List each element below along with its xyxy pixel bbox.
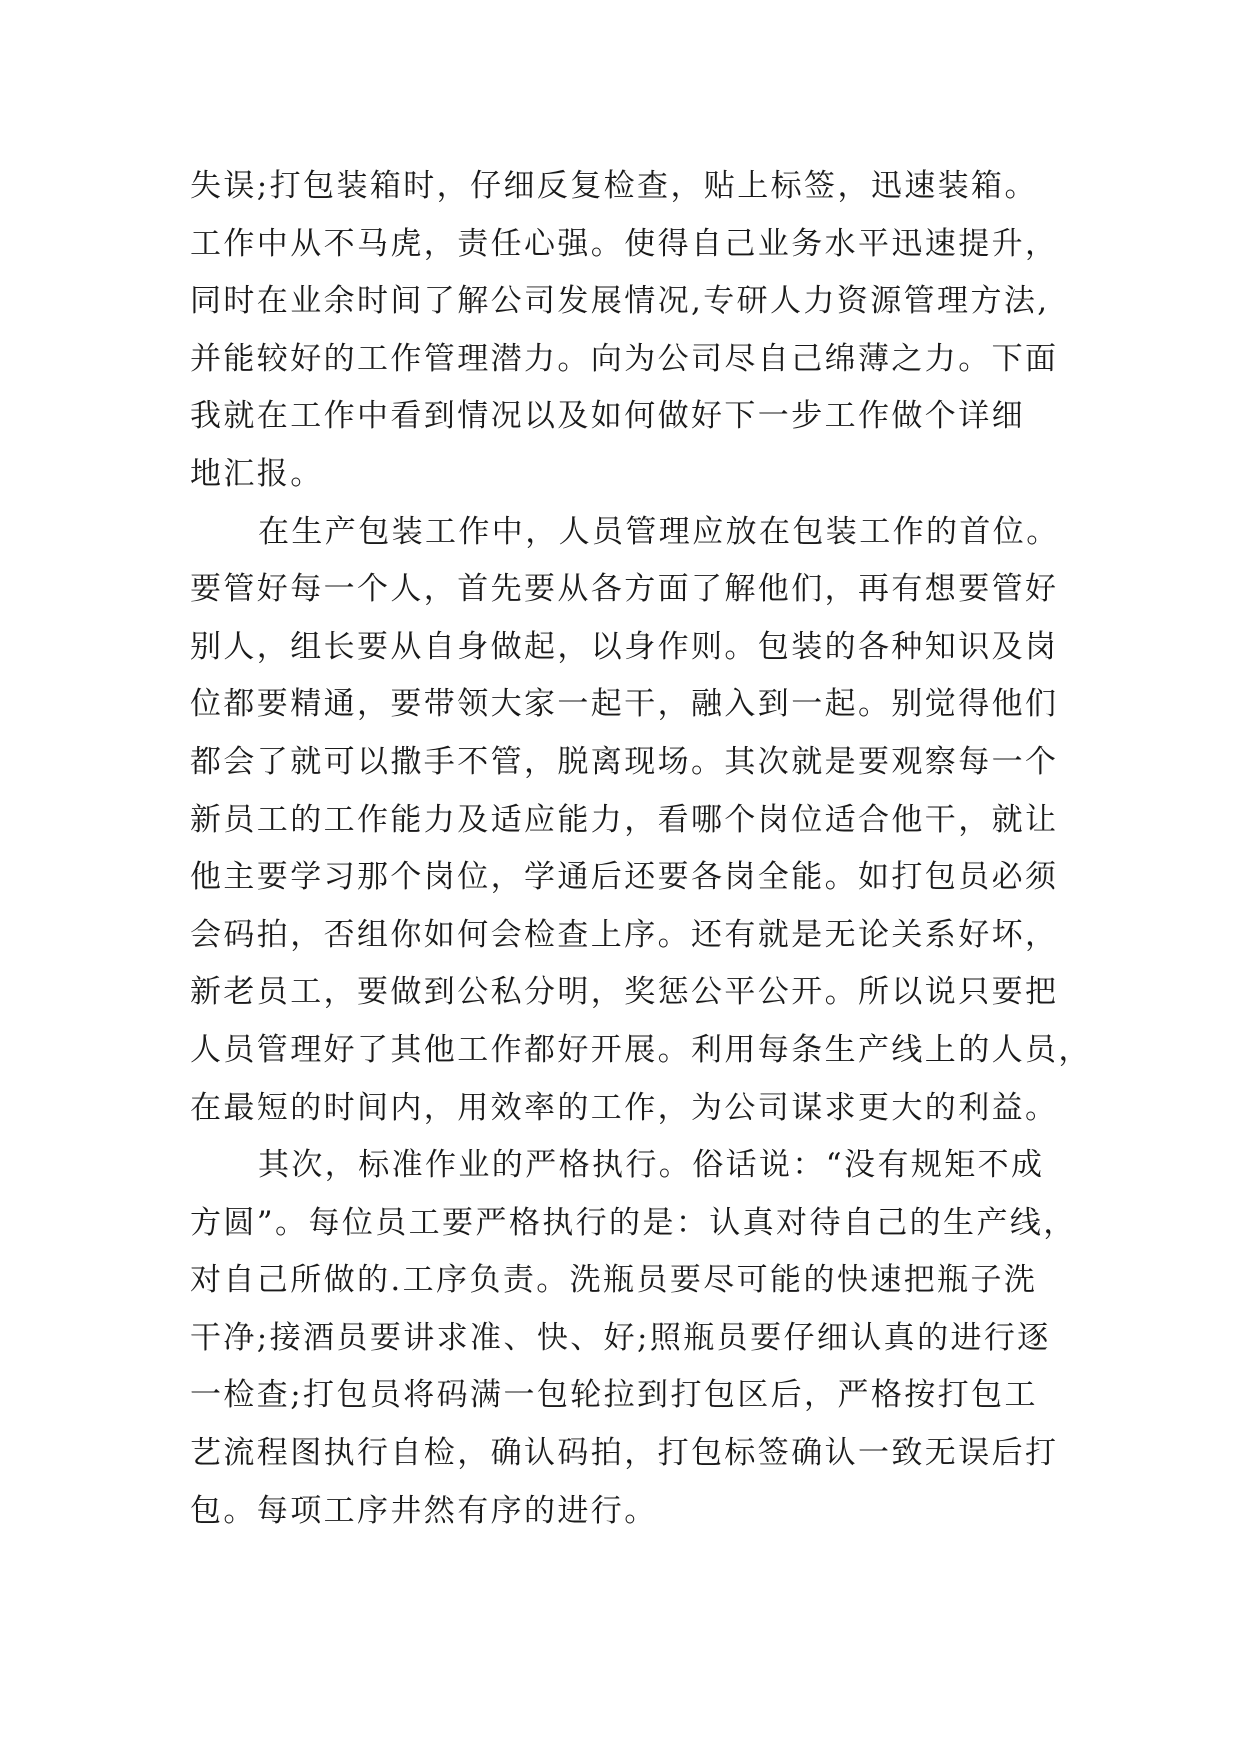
text-line: 失误;打包装箱时，仔细反复检查，贴上标签，迅速装箱。 — [190, 168, 1038, 204]
text-line: 在最短的时间内，用效率的工作，为公司谋求更大的利益。 — [190, 1089, 1059, 1126]
text-line: 人员管理好了其他工作都好开展。利用每条生产线上的人员， — [190, 1031, 1092, 1068]
text-line: 一检查;打包员将码满一包轮拉到打包区后，严格按打包工 — [190, 1377, 1038, 1414]
text-line: 艺流程图执行自检，确认码拍，打包标签确认一致无误后打 — [190, 1435, 1059, 1472]
text-line: 对自己所做的.工序负责。洗瓶员要尽可能的快速把瓶子洗 — [190, 1262, 1038, 1299]
text-line: 都会了就可以撒手不管，脱离现场。其次就是要观察每一个 — [190, 743, 1059, 780]
text-line: 别人，组长要从自身做起，以身作则。包装的各种知识及岗 — [190, 628, 1059, 665]
text-line: 方圆”。每位员工要严格执行的是：认真对待自己的生产线， — [190, 1204, 1077, 1241]
text-line: 工作中从不马虎，责任心强。使得自己业务水平迅速提升， — [190, 225, 1059, 262]
text-line: 他主要学习那个岗位，学通后还要各岗全能。如打包员必须 — [190, 859, 1059, 896]
text-line: 新员工的工作能力及适应能力，看哪个岗位适合他干，就让 — [190, 801, 1059, 838]
paragraph-first-line: 在生产包装工作中，人员管理应放在包装工作的首位。 — [258, 513, 1060, 550]
text-line: 要管好每一个人，首先要从各方面了解他们，再有想要管好 — [190, 571, 1059, 608]
text-line: 同时在业余时间了解公司发展情况,专研人力资源管理方法, — [190, 283, 1050, 320]
text-line: 会码拍，否组你如何会检查上序。还有就是无论关系好坏， — [190, 916, 1059, 953]
text-line: 包。每项工序井然有序的进行。 — [190, 1492, 658, 1529]
text-line: 新老员工，要做到公私分明，奖惩公平公开。所以说只要把 — [190, 974, 1059, 1011]
text-line: 干净;接酒员要讲求准、快、好;照瓶员要仔细认真的进行逐 — [190, 1319, 1051, 1356]
document-body — [190, 158, 1090, 1540]
text-line: 并能较好的工作管理潜力。向为公司尽自己绵薄之力。下面 — [190, 340, 1059, 377]
text-line: 我就在工作中看到情况以及如何做好下一步工作做个详细 — [190, 398, 1025, 435]
text-line: 地汇报。 — [190, 455, 324, 492]
text-line: 位都要精通，要带领大家一起干，融入到一起。别觉得他们 — [190, 686, 1059, 723]
paragraph-first-line: 其次，标准作业的严格执行。俗话说：“没有规矩不成 — [258, 1147, 1045, 1184]
